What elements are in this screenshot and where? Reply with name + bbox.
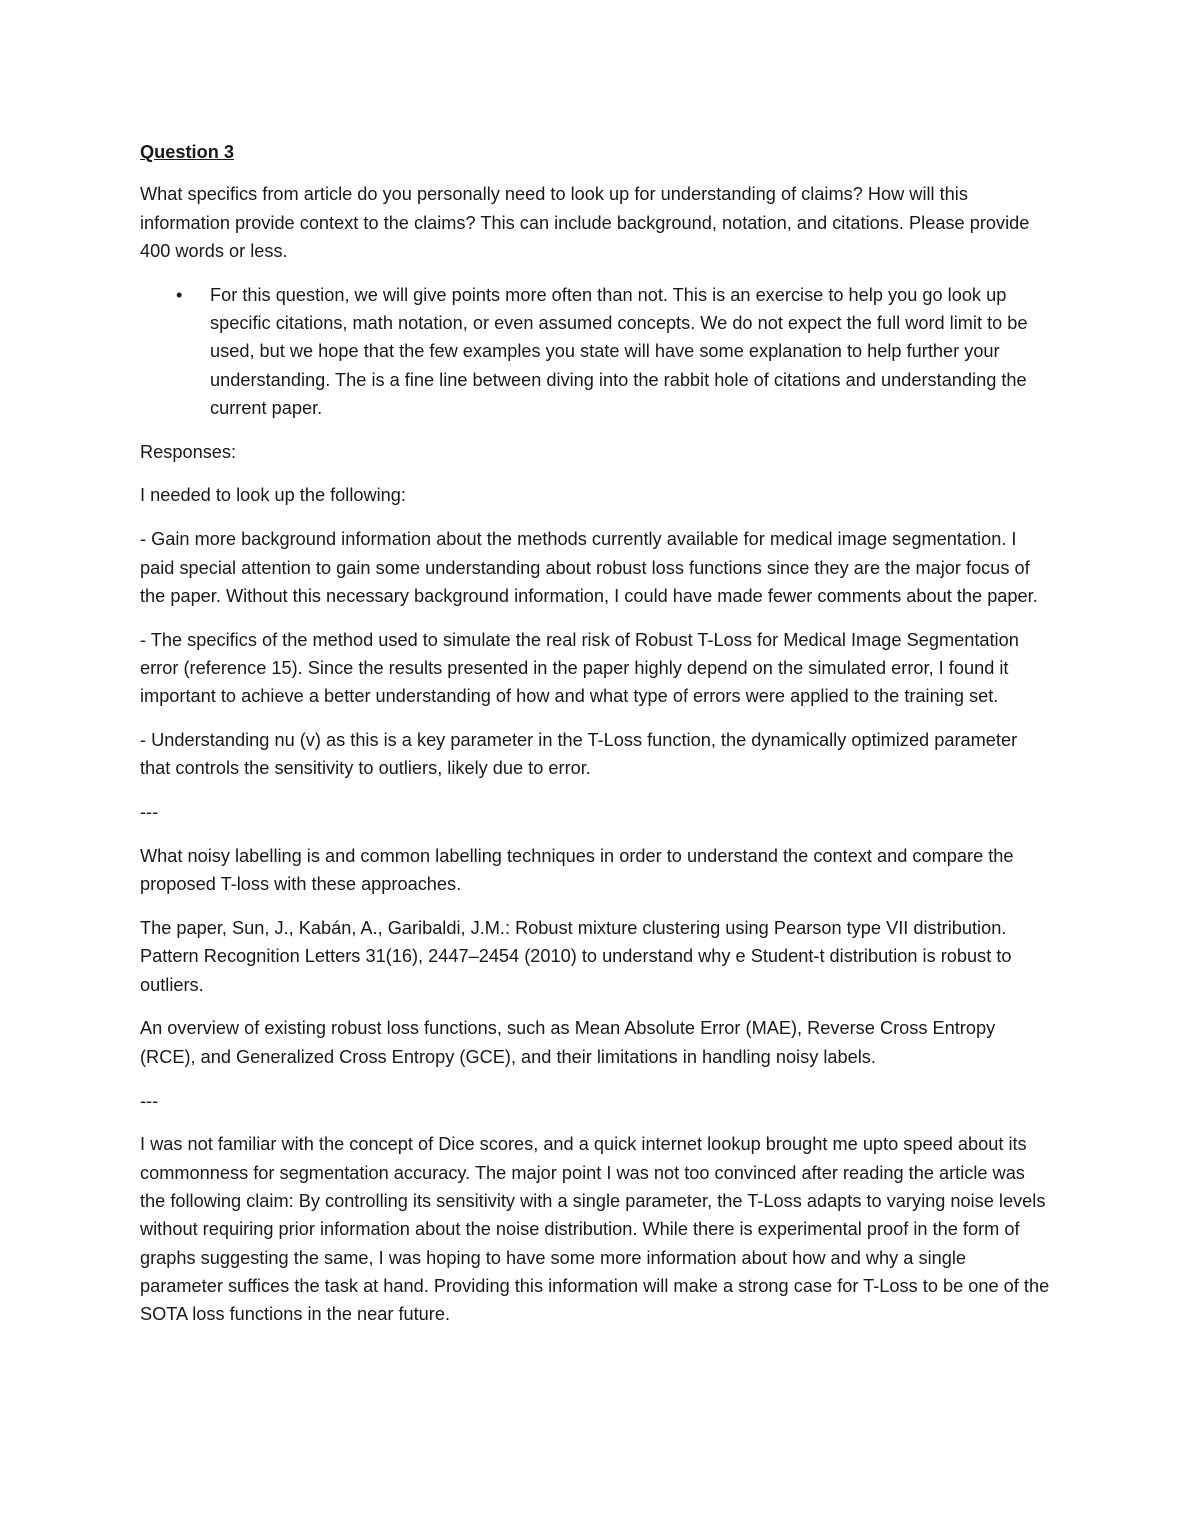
responses-label: Responses: xyxy=(140,441,237,462)
response-paragraph: - The specifics of the method used to simulate the real risk of Robust T-Loss for Medical Image Segmentation error (reference 15). Since the results presented in the paper highly depend on the simulated error, I found it important to achieve a better understanding of how and what type of errors were applied to the training set. xyxy=(140,629,1019,707)
section-separator: --- xyxy=(140,1090,159,1111)
response-intro: I needed to look up the following: xyxy=(140,485,406,506)
instruction-list xyxy=(140,281,1050,422)
question-prompt: What specifics from article do you personally need to look up for understanding of claims? How will this information provide context to the claims? This can include background, notation, and citations. Please provide 400 words or less. xyxy=(140,184,1030,261)
response-paragraph: I was not familiar with the concept of Dice scores, and a quick internet lookup brought me upto speed about its commonness for segmentation accuracy. The major point I was not too convinced after reading the article was the following claim: By controlling its sensitivity with a single parameter, the T-Loss adapts to varying noise levels without requiring prior information about the noise distribution. While there is experimental proof in the form of graphs suggesting the same, I was hoping to have some more information about how and why a single parameter suffices the task at hand. Providing this information will make a strong case for T-Loss to be one of the SOTA loss functions in the near future. xyxy=(140,1134,1050,1325)
response-paragraph: - Gain more background information about the methods currently available for medical image segmentation. I paid special attention to gain some understanding about robust loss functions since they are the major focus of the paper. Without this necessary background information, I could have made fewer comments about the paper. xyxy=(140,529,1038,606)
response-paragraph: An overview of existing robust loss functions, such as Mean Absolute Error (MAE), Reverse Cross Entropy (RCE), and Generalized Cross Entropy (GCE), and their limitations in handling noisy labels. xyxy=(140,1018,996,1067)
section-separator: --- xyxy=(140,802,159,823)
bullet-icon: • xyxy=(176,284,183,305)
instruction-text: For this question, we will give points more often than not. This is an exercise to help you go look up specific citations, math notation, or even assumed concepts. We do not expect the full word limit to be used, but we hope that the few examples you state will have some explanation to help further your understanding. The is a fine line between diving into the rabbit hole of citations and understanding the current paper. xyxy=(210,284,1028,418)
response-paragraph: The paper, Sun, J., Kabán, A., Garibaldi, J.M.: Robust mixture clustering using Pearson type VII distribution. Pattern Recognition Letters 31(16), 2447–2454 (2010) to understand why e Student-t distribution is robust to outliers. xyxy=(140,918,1012,995)
document-page xyxy=(140,138,1050,1344)
instruction-item xyxy=(140,281,1050,422)
response-paragraph: - Understanding nu (v) as this is a key parameter in the T-Loss function, the dynamically optimized parameter that controls the sensitivity to outliers, likely due to error. xyxy=(140,730,1018,779)
response-paragraph: What noisy labelling is and common labelling techniques in order to understand the context and compare the proposed T-loss with these approaches. xyxy=(140,845,1014,895)
question-heading: Question 3 xyxy=(140,142,234,162)
